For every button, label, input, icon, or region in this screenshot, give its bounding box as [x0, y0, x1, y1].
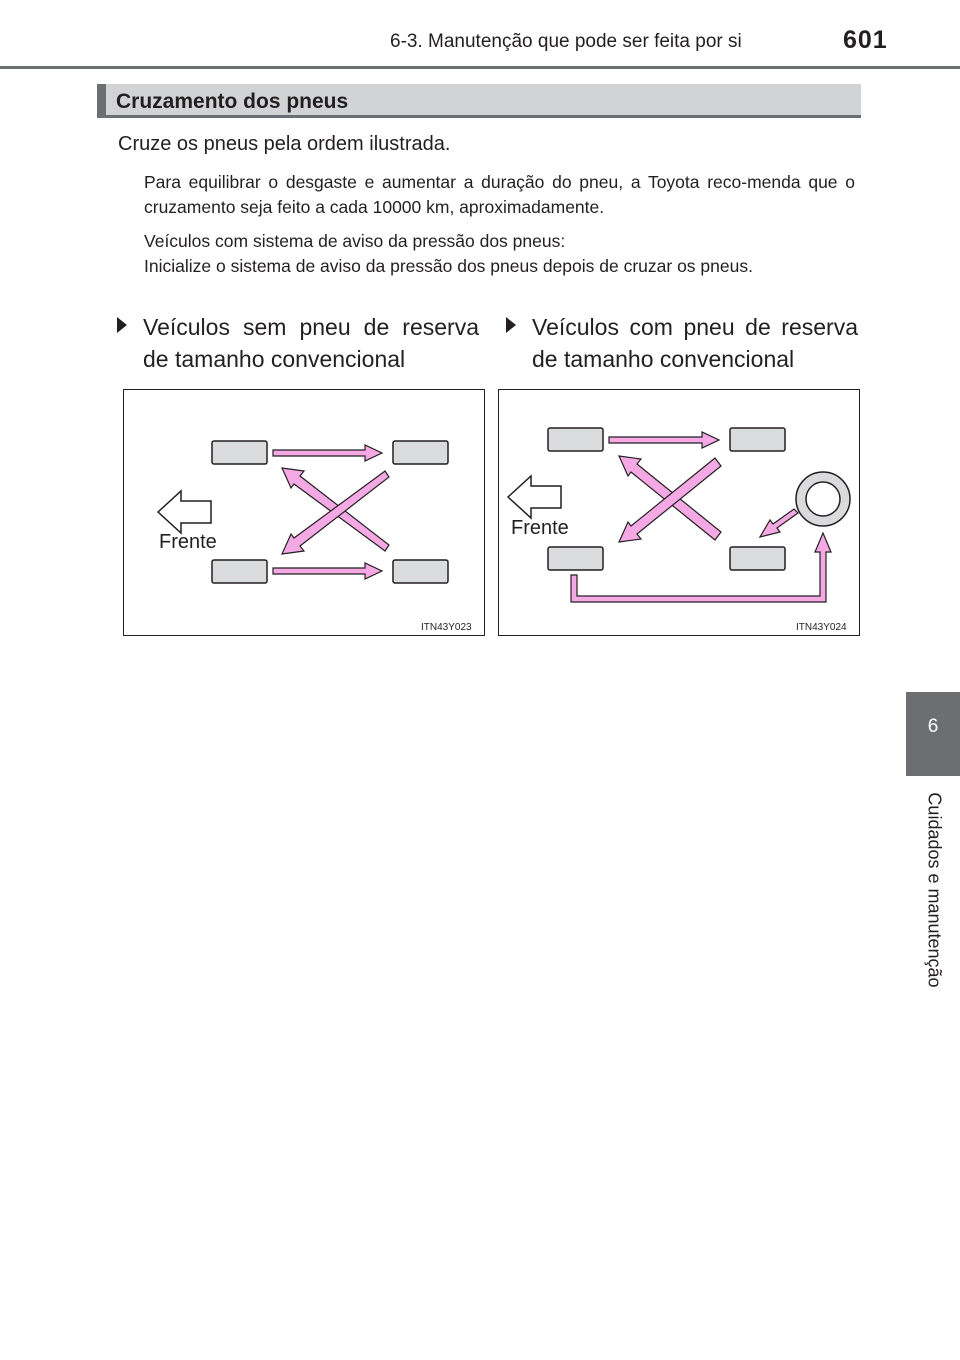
chapter-number: 6 [927, 716, 939, 737]
tire-front-right [393, 441, 448, 464]
rotation-diagram-with-spare [498, 389, 860, 636]
header-section-title: 6-3. Manutenção que pode ser feita por si [390, 31, 742, 52]
tire-front-left [212, 441, 267, 464]
spare-tire-icon [796, 472, 850, 526]
bullet-triangle-icon [506, 317, 516, 333]
front-label: Frente [159, 531, 217, 553]
tire-rear-left [212, 560, 267, 583]
header-rule [0, 66, 960, 69]
section-intro: Cruze os pneus pela ordem ilustrada. [118, 133, 451, 155]
figure-heading-with-spare [506, 311, 858, 381]
rotation-diagram-no-spare [123, 389, 485, 636]
section-heading-accent [97, 84, 106, 118]
pressure-warning-heading: Veículos com sistema de aviso da pressão dos pneus: [144, 231, 566, 251]
figure-heading-text: Veículos com pneu de reserva de tamanho convencional [532, 314, 858, 372]
tire-front-left [548, 428, 603, 451]
tire-front-right [730, 428, 785, 451]
pressure-warning-text: Inicialize o sistema de aviso da pressão dos pneus depois de cruzar os pneus. [144, 256, 753, 276]
chapter-title: Cuidados e manutenção [924, 792, 945, 988]
maintenance-interval-paragraph: Para equilibrar o desgaste e aumentar a duração do pneu, a Toyota reco-menda que o cruzamento seja feito a cada 10000 km, aproximadamente. [144, 172, 855, 217]
figure-heading-no-spare [117, 311, 479, 381]
bullet-triangle-icon [117, 317, 127, 333]
section-title: Cruzamento dos pneus [116, 90, 349, 113]
figure-code: ITN43Y024 [796, 622, 847, 633]
tire-rear-right [730, 547, 785, 570]
figure-heading-text: Veículos sem pneu de reserva de tamanho convencional [143, 314, 479, 372]
tire-rear-left [548, 547, 603, 570]
figure-code: ITN43Y023 [421, 622, 472, 633]
tire-rear-right [393, 560, 448, 583]
page-number: 601 [843, 26, 888, 54]
front-label: Frente [511, 517, 569, 539]
pressure-warning-paragraph [144, 229, 855, 279]
